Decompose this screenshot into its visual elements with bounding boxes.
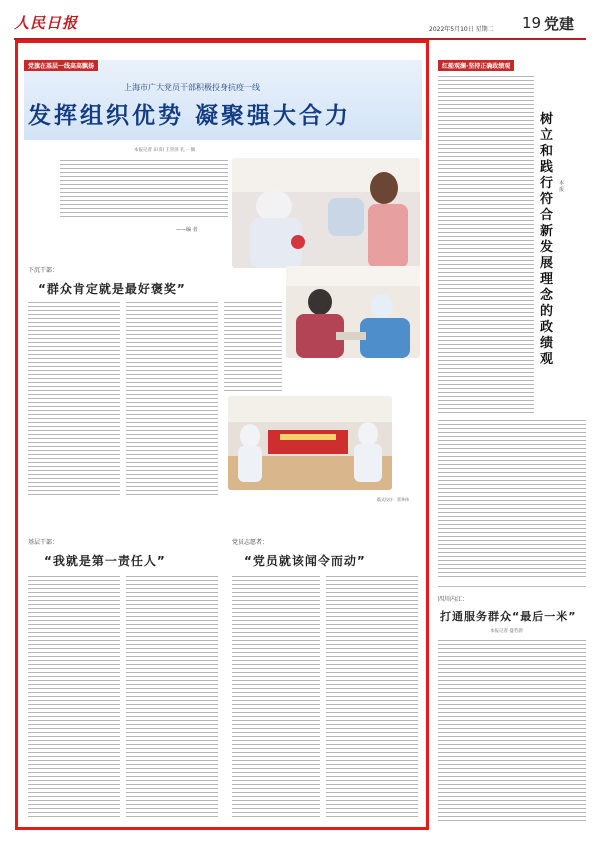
column-tag: 党旗在基层一线高高飘扬 bbox=[24, 60, 98, 71]
main-headline: 发挥组织优势 凝聚强大合力 bbox=[28, 103, 352, 129]
section-1-text-col2 bbox=[126, 302, 218, 496]
section-3-title: “党员就该闻令而动” bbox=[244, 554, 366, 568]
right-bottom-title: 打通服务群众“最后一米” bbox=[440, 610, 577, 623]
section-1-title: “群众肯定就是最好褒奖” bbox=[38, 282, 186, 296]
intro-signature: ——编 者 bbox=[176, 227, 198, 233]
section-name: 党建 bbox=[544, 15, 575, 33]
photo-medics-testing bbox=[232, 158, 420, 268]
section-3-text-col1 bbox=[232, 576, 320, 820]
section-2-text-col1 bbox=[28, 576, 120, 820]
section-2-label: 基层干部： bbox=[28, 539, 59, 546]
photo-credit: 版式设计：蔡华伟 bbox=[377, 497, 409, 502]
section-1-label: 下沉干部： bbox=[28, 267, 59, 274]
newspaper-logo: 人民日报 bbox=[14, 14, 79, 32]
right-bottom-byline: 本报记者 盛若蔚 bbox=[490, 629, 523, 634]
right-divider bbox=[438, 586, 586, 587]
photo-volunteer-service bbox=[286, 266, 420, 358]
subheading: 上海市广大党员干部积极投身抗疫一线 bbox=[124, 83, 260, 92]
issue-date: 2022年5月10日 星期二 bbox=[429, 26, 494, 33]
photo-supply-distribution bbox=[228, 396, 392, 490]
section-2-title: “我就是第一责任人” bbox=[44, 554, 166, 568]
intro-text bbox=[60, 160, 228, 220]
section-3-text-col2 bbox=[326, 576, 418, 820]
section-3-label: 党员志愿者： bbox=[232, 539, 269, 546]
right-bottom-label: 四川内江： bbox=[438, 596, 469, 603]
page-number: 19 bbox=[522, 14, 542, 32]
right-headline: 树立和践行符合新发展理念的政绩观 bbox=[540, 112, 554, 367]
byline: 本报记者 田 阳 王崇泽 孔 一阁 bbox=[134, 148, 196, 153]
section-2-text-col2 bbox=[126, 576, 218, 820]
section-1-text-col1 bbox=[28, 302, 120, 496]
section-1-text-col3 bbox=[224, 302, 282, 394]
masthead bbox=[14, 12, 586, 40]
right-text-col1 bbox=[438, 76, 534, 416]
right-column-tag: 红船观澜·坚持正确政绩观 bbox=[438, 60, 514, 71]
right-bottom-text bbox=[438, 640, 586, 822]
right-text-col2 bbox=[438, 420, 586, 580]
right-author-mark: 本 报 bbox=[558, 180, 564, 192]
